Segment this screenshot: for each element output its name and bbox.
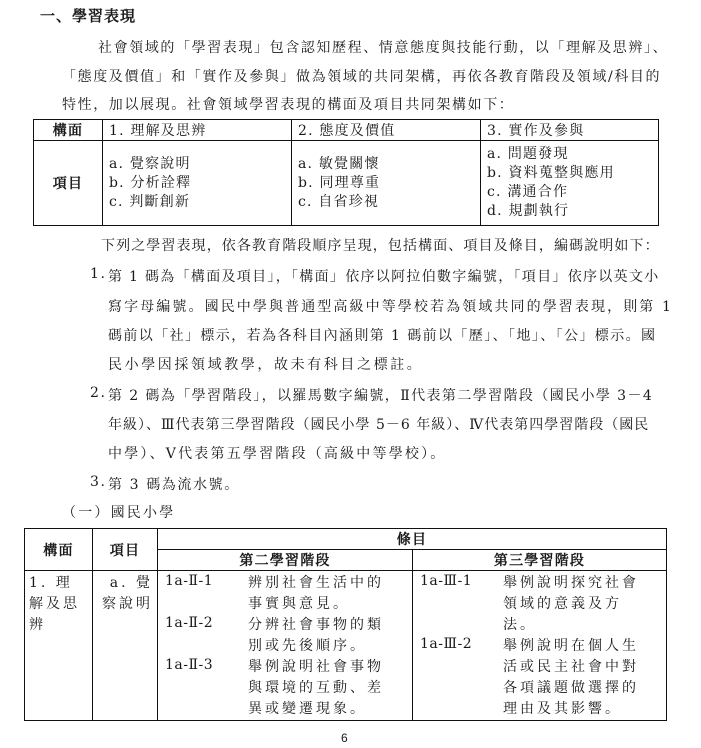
rule-2-line-1: 第 2 碼為「學習階段」，以羅馬數字編號，Ⅱ代表第二學習階段（國民小學 3－4 xyxy=(108,388,654,404)
entry-code: 1a-Ⅱ-2 xyxy=(165,615,214,631)
item: a. 問題發現 xyxy=(487,146,569,162)
intro-line-2: 「態度及價值」和「實作及參與」做為領域的共同架構，再依各教育階段及領域/科目的 xyxy=(62,69,662,85)
item: b. 分析詮釋 xyxy=(109,174,192,191)
cell-stage-2 xyxy=(158,571,413,721)
item: a. 敏覺關懷 xyxy=(298,155,380,172)
items-dimension-2 xyxy=(292,141,481,226)
rule-3-line-1: 第 3 碼為流水號。 xyxy=(108,477,240,493)
subsection-title: （一）國民小學 xyxy=(62,505,176,521)
table-row xyxy=(25,571,667,721)
entry xyxy=(165,615,406,657)
entry xyxy=(420,636,660,720)
framework-table xyxy=(33,119,659,226)
header-entries: 條目 xyxy=(158,529,667,550)
item: b. 同理尊重 xyxy=(298,174,381,191)
entry-text: 分辨社會事物的類別或先後順序。 xyxy=(248,617,384,654)
entry-text: 舉例說明社會事物與環境的互動、差異或變遷現象。 xyxy=(248,659,384,717)
rule-1-line-1: 第 1 碼為「構面及項目」，「構面」依序以阿拉伯數字編號，「項目」依序以英文小 xyxy=(108,269,660,285)
cell-dimension: 1. 理解及思辨 xyxy=(25,571,93,721)
entry-code: 1a-Ⅲ-2 xyxy=(420,636,473,652)
rule-1-line-3: 碼前以「社」標示，若為各科目內涵則第 1 碼前以「歷」、「地」、「公」標示。國 xyxy=(108,328,657,344)
rule-1-line-4: 民小學因採領域教學，故未有科目之標註。 xyxy=(108,357,424,373)
dimension-2: 2. 態度及價值 xyxy=(292,120,481,141)
item: c. 判斷創新 xyxy=(109,193,191,210)
entry-code: 1a-Ⅱ-3 xyxy=(165,657,214,673)
entry xyxy=(420,573,660,636)
rule-2-line-3: 中學）、Ⅴ代表第五學習階段（高級中等學校）。 xyxy=(108,446,447,462)
rule-2-line-2: 年級）、Ⅲ代表第三學習階段（國民小學 5－6 年級）、Ⅳ代表第四學習階段（國民 xyxy=(108,417,650,433)
row-label-items: 項目 xyxy=(34,141,103,226)
items-dimension-1 xyxy=(103,141,292,226)
header-stage-3: 第三學習階段 xyxy=(413,550,667,571)
rule-1-num: 1. xyxy=(90,266,107,282)
item: c. 溝通合作 xyxy=(487,184,569,200)
item: c. 自省珍視 xyxy=(298,193,380,210)
cell-item: a. 覺察說明 xyxy=(93,571,158,721)
dimension-3: 3. 實作及參與 xyxy=(481,120,659,141)
rule-3-num: 3. xyxy=(90,474,107,490)
rule-2-num: 2. xyxy=(90,385,107,401)
framework-header-row xyxy=(34,120,659,141)
header-item: 項目 xyxy=(93,529,158,571)
intro-line-1: 社會領域的「學習表現」包含認知歷程、情意態度與技能行動，以「理解及思辨」、 xyxy=(98,40,669,56)
items-dimension-3 xyxy=(481,141,659,226)
entry-text: 舉例說明探究社會領域的意義及方法。 xyxy=(503,575,639,633)
page-number: 6 xyxy=(341,731,348,745)
entry-text: 舉例說明在個人生活或民主社會中對各項議題做選擇的理由及其影響。 xyxy=(503,638,639,717)
coding-intro: 下列之學習表現，依各教育階段順序呈現，包括構面、項目及條目，編碼說明如下： xyxy=(101,238,660,254)
entry xyxy=(165,657,406,720)
item: b. 資料蒐整與應用 xyxy=(487,165,615,181)
header-dimension: 構面 xyxy=(25,529,93,571)
entry xyxy=(165,573,406,615)
header-stage-2: 第二學習階段 xyxy=(158,550,413,571)
framework-items-row xyxy=(34,141,659,226)
section-heading: 一、學習表現 xyxy=(40,7,137,25)
cell-stage-3 xyxy=(413,571,667,721)
stage-header-row-1 xyxy=(25,529,667,550)
row-label-dimension: 構面 xyxy=(34,120,103,141)
entry-code: 1a-Ⅲ-1 xyxy=(420,573,473,589)
intro-line-3: 特性，加以展現。社會領域學習表現的構面及項目共同架構如下： xyxy=(62,97,515,113)
item: d. 規劃執行 xyxy=(487,203,570,219)
item: a. 覺察說明 xyxy=(109,155,191,172)
dimension-1: 1. 理解及思辨 xyxy=(103,120,292,141)
rule-1-line-2: 寫字母編號。國民中學與普通型高級中等學校若為領域共同的學習表現，則第 1 xyxy=(108,299,673,315)
learning-performance-table xyxy=(24,528,667,721)
entry-text: 辨別社會生活中的事實與意見。 xyxy=(248,575,384,612)
entry-code: 1a-Ⅱ-1 xyxy=(165,573,214,589)
